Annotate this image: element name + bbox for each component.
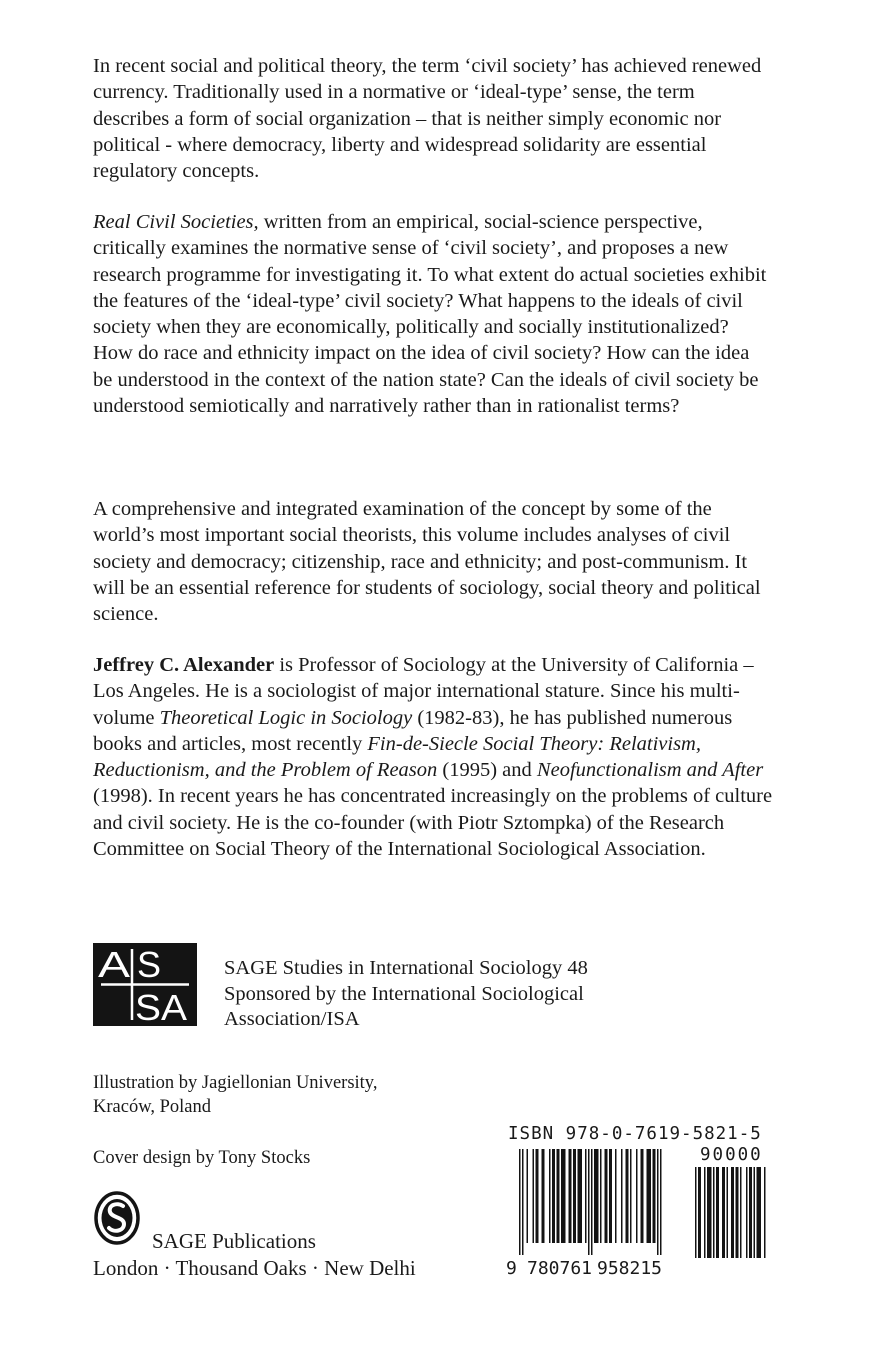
barcode-bar <box>630 1149 632 1243</box>
barcode-bar <box>615 1149 617 1243</box>
barcode-bar <box>594 1149 599 1243</box>
illustration-credit: Illustration by Jagiellonian University, Kraców, Poland <box>93 1073 378 1117</box>
bio-text-1: is Professor of Sociology at the University of California – Los Angeles. He is a sociologist of major international stature. Since his multi-volume <box>93 654 754 729</box>
svg-text:A: A <box>98 944 130 985</box>
barcode-bar <box>549 1149 551 1243</box>
barcode-bar <box>657 1149 659 1255</box>
svg-text:SA: SA <box>135 987 187 1026</box>
barcode-bar <box>591 1149 593 1255</box>
barcode-bar <box>561 1149 566 1243</box>
barcode-bar <box>533 1149 535 1243</box>
barcode-bar <box>695 1167 697 1258</box>
barcode-bar <box>578 1149 583 1243</box>
addon-barcode <box>695 1167 777 1258</box>
ean-left-digits: 780761 <box>527 1258 593 1279</box>
barcode-bar <box>522 1149 524 1255</box>
barcode-bar <box>736 1167 739 1258</box>
ean-first-digit: 9 <box>506 1258 517 1279</box>
barcode-bar <box>626 1149 629 1243</box>
isbn-text: ISBN 978-0-7619-5821-5 <box>508 1124 762 1144</box>
barcode-bar <box>585 1149 587 1243</box>
ean-barcode <box>519 1149 677 1255</box>
barcode-bar <box>621 1149 623 1243</box>
barcode-bar <box>746 1167 748 1258</box>
blurb-paragraph-2-text: written from an empirical, social-science perspective, critically examines the normative sense of ‘civil society’, and proposes a new research programme for investigating it. To what extent do actual societies exhibit the features of the ‘ideal-type’ civil society? What happens to the ideals of civil society when they are economically, politically and socially institutionalized? How do race and ethnicity impact on the idea of civil society? How can the idea be understood in the context of the nation state? Can the ideals of civil society be understood semiotically and narratively rather than in rationalist terms? <box>93 211 767 418</box>
barcode-bar <box>704 1167 706 1258</box>
barcode-bar <box>636 1149 638 1243</box>
book-title-italic: Real Civil Societies, <box>93 211 259 233</box>
barcode-bar <box>605 1149 608 1243</box>
bio-text-4: (1998). In recent years he has concentrated increasingly on the problems of culture and civil society. He is the co-founder (with Piotr Sztompka) of the Research Committee on Social Theory of the International Sociological Association. <box>93 785 773 861</box>
barcode-bar <box>740 1167 742 1258</box>
bio-book-3: Neofunctionalism and After <box>536 759 764 782</box>
barcode-bar <box>641 1149 644 1243</box>
barcode-bar <box>647 1149 652 1243</box>
barcode-bar <box>569 1149 572 1243</box>
barcode-bar <box>727 1167 729 1258</box>
bio-text-3: (1995) and <box>437 759 537 782</box>
publisher-name: SAGE Publications <box>152 1229 316 1253</box>
barcode-bar <box>653 1149 656 1243</box>
blurb-paragraph-2 <box>93 209 773 419</box>
barcode-bar <box>713 1167 715 1258</box>
barcode-bar <box>519 1149 521 1255</box>
barcode-bar <box>698 1167 701 1258</box>
barcode-bar <box>749 1167 752 1258</box>
barcode-bar <box>573 1149 576 1243</box>
barcode-bar <box>542 1149 545 1243</box>
blurb-paragraph-3: A comprehensive and integrated examination of the concept by some of the world’s most important social theorists, this volume includes analyses of civil society and democracy; citizenship, race and ethnicity; and post-communism. It will be an essential reference for students of sociology, social theory and political science. <box>93 498 761 626</box>
series-info <box>224 956 684 1033</box>
barcode-bar <box>754 1167 756 1258</box>
barcode-bar <box>722 1167 725 1258</box>
series-line-3: Association/ISA <box>224 1008 360 1030</box>
barcode-bar <box>609 1149 612 1243</box>
svg-text:S: S <box>137 944 162 985</box>
blurb-paragraph-1: In recent social and political theory, the term ‘civil society’ has achieved renewed currency. Traditionally used in a normative or ‘ideal-type’ sense, the term describes a form of social organization – that is neither simply economic nor political - where democracy, liberty and widespread solidarity are essential regulatory concepts. <box>93 55 762 183</box>
isa-logo <box>93 943 197 1026</box>
barcode-bar <box>552 1149 555 1243</box>
barcode-bar <box>731 1167 734 1258</box>
series-line-2: Sponsored by the International Sociological <box>224 982 584 1005</box>
barcode-bar <box>527 1149 529 1243</box>
bio-book-2: Fin-de-Siecle Social Theory: Relativism, Reductionism, and the Problem of Reason <box>93 732 701 782</box>
publisher-info <box>93 1228 416 1282</box>
bio-text-2: (1982-83), he has published numerous books and articles, most recently <box>93 706 733 755</box>
bio-book-1: Theoretical Logic in Sociology <box>159 706 413 729</box>
ean-right-digits: 958215 <box>597 1258 663 1279</box>
barcode-bar <box>707 1167 712 1258</box>
author-bio <box>93 652 773 862</box>
series-line-1: SAGE Studies in International Sociology 48 <box>224 957 588 979</box>
barcode-addon-digits: 90000 <box>700 1145 763 1165</box>
barcode-bar <box>764 1167 766 1258</box>
publisher-cities: London · Thousand Oaks · New Delhi <box>93 1256 416 1280</box>
barcode-bar <box>557 1149 560 1243</box>
barcode-bar <box>660 1149 662 1255</box>
barcode-bar <box>757 1167 762 1258</box>
barcode-bar <box>716 1167 719 1258</box>
barcode-bar <box>600 1149 602 1243</box>
author-name: Jeffrey C. Alexander <box>93 654 275 676</box>
barcode-bar <box>588 1149 590 1255</box>
cover-design-credit: Cover design by Tony Stocks <box>93 1148 311 1168</box>
barcode-bar <box>536 1149 539 1243</box>
